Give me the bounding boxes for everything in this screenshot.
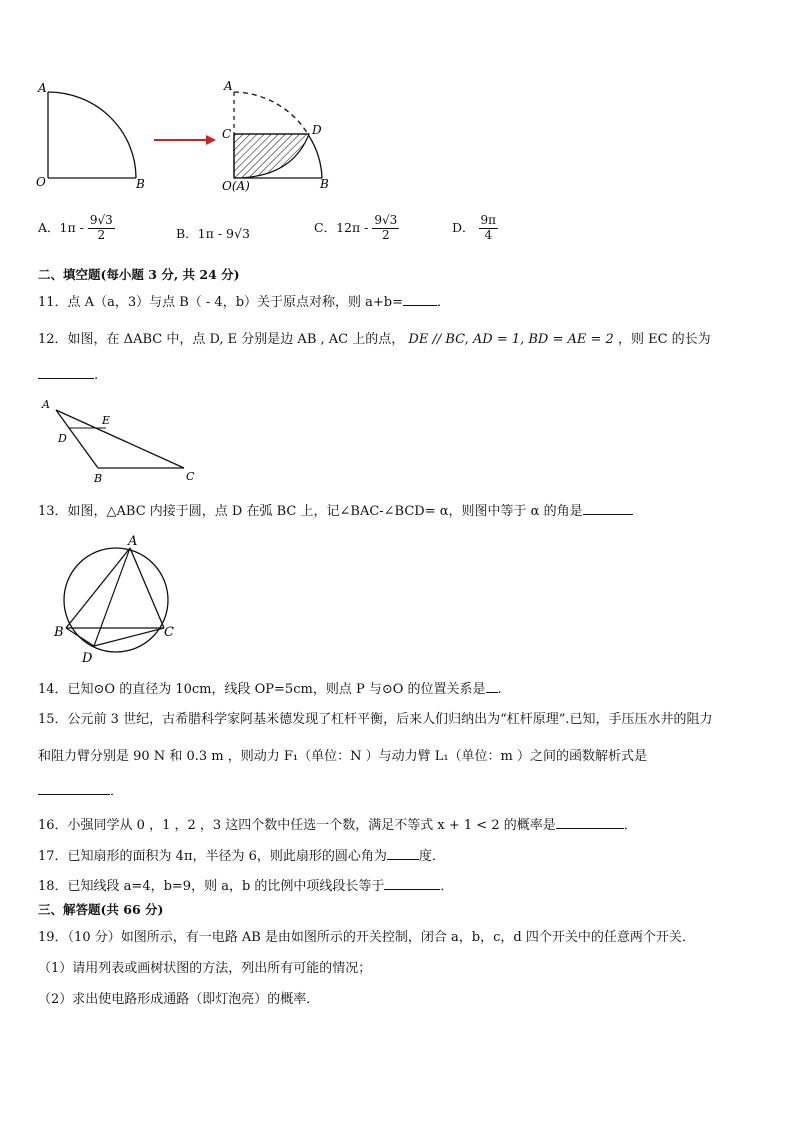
answer-blank-11[interactable] (403, 293, 437, 306)
figure-q13-circle (52, 534, 182, 666)
figure-q12-triangle (36, 396, 206, 486)
question-19-part-2: （2）求出使电路形成通路（即灯泡亮）的概率． (38, 992, 320, 1007)
label-C: C (164, 625, 174, 640)
answer-blank-17[interactable] (387, 847, 419, 860)
option-b-label: B．1π - 9√3 (176, 226, 250, 241)
option-c (314, 214, 399, 243)
answer-blank-18[interactable] (384, 877, 440, 890)
label-E: E (102, 414, 111, 427)
question-12-answer-line: . (38, 366, 98, 383)
label-C-right: C (222, 127, 232, 141)
label-A: A (128, 534, 138, 549)
label-A: A (42, 398, 50, 411)
answer-blank-14[interactable] (486, 680, 498, 693)
section-fill-in-heading: 二、填空题(每小题 3 分, 共 24 分) (38, 267, 240, 282)
answer-blank-15[interactable] (38, 782, 110, 795)
option-a-label: A．1π - (38, 219, 84, 235)
label-D: D (58, 432, 67, 445)
answer-blank-16[interactable] (556, 816, 624, 829)
question-19: 19．（10 分）如图所示，有一电路 AB 是由如图所示的开关控制，闭合 a，b，c，d 四个开关中的任意两个开关． (38, 930, 695, 945)
label-D-right: D (312, 123, 322, 137)
question-17: 17．已知扇形的面积为 4π，半径为 6，则此扇形的圆心角为 度． (38, 849, 445, 864)
label-A-left: A (38, 81, 47, 95)
folded-sector-right (234, 92, 322, 178)
option-d-label: D． (452, 219, 475, 235)
question-12: 12．如图，在 ΔABC 中，点 D, E 分别是边 AB , AC 上的点， DE // BC, AD = 1, BD = AE = 2 ，则 EC 的长为 (38, 332, 711, 347)
question-11: 11．点 A（a，3）与点 B（ - 4，b）关于原点对称，则 a+b= ． (38, 295, 451, 310)
label-B-left: B (136, 177, 145, 191)
question-13: 13．如图，△ABC 内接于圆，点 D 在弧 BC 上，记∠BAC-∠BCD= α，则图中等于 α 的角是 (38, 500, 633, 519)
question-16: 16．小强同学从 0 ，1 ，2 ，3 这四个数中任选一个数，满足不等式 x + 1 < 2 的概率是 ． (38, 818, 637, 833)
option-d-fraction: $\frac{9\pi}{4}$ (480, 213, 497, 242)
label-OA-right: O(A) (222, 179, 250, 193)
section-solutions-heading: 三、解答题(共 66 分) (38, 902, 164, 917)
option-c-label: C．12π - (314, 219, 369, 235)
figure-q10 (30, 78, 350, 196)
label-A-right: A (224, 79, 233, 93)
label-D: D (82, 651, 93, 666)
label-B: B (54, 625, 64, 640)
question-14: 14．已知⊙O 的直径为 10cm，线段 OP=5cm，则点 P 与⊙O 的位置关系是 . (38, 682, 502, 697)
option-b (176, 224, 250, 242)
label-B: B (94, 472, 103, 485)
label-O-left: O (36, 175, 46, 189)
option-a-fraction: $\frac{9√3}{2}$ (89, 213, 113, 242)
option-d (452, 214, 498, 243)
question-19-part-1: （1）请用列表或画树状图的方法，列出所有可能的情况； (38, 961, 372, 976)
option-c-fraction: $\frac{9√3}{2}$ (374, 213, 398, 242)
question-18: 18．已知线段 a=4，b=9，则 a，b 的比例中项线段长等于 ． (38, 879, 454, 894)
option-a (38, 214, 115, 243)
red-arrow (154, 135, 216, 145)
quarter-circle-left (48, 92, 136, 178)
question-15-line-1: 15．公元前 3 世纪，古希腊科学家阿基米德发现了杠杆平衡，后来人们归纳出为“杠杆原理”.已知，手压压水井的阻力 (38, 712, 713, 727)
question-15-answer-line: ． (38, 780, 123, 799)
label-B-right: B (320, 177, 329, 191)
answer-blank-13[interactable] (583, 502, 633, 515)
answer-blank-12[interactable] (38, 366, 94, 379)
question-15-line-2: 和阻力臂分别是 90 N 和 0.3 m ，则动力 F₁（单位：N ）与动力臂 L₁（单位：m ）之间的函数解析式是 (38, 749, 648, 764)
label-C: C (186, 470, 195, 483)
